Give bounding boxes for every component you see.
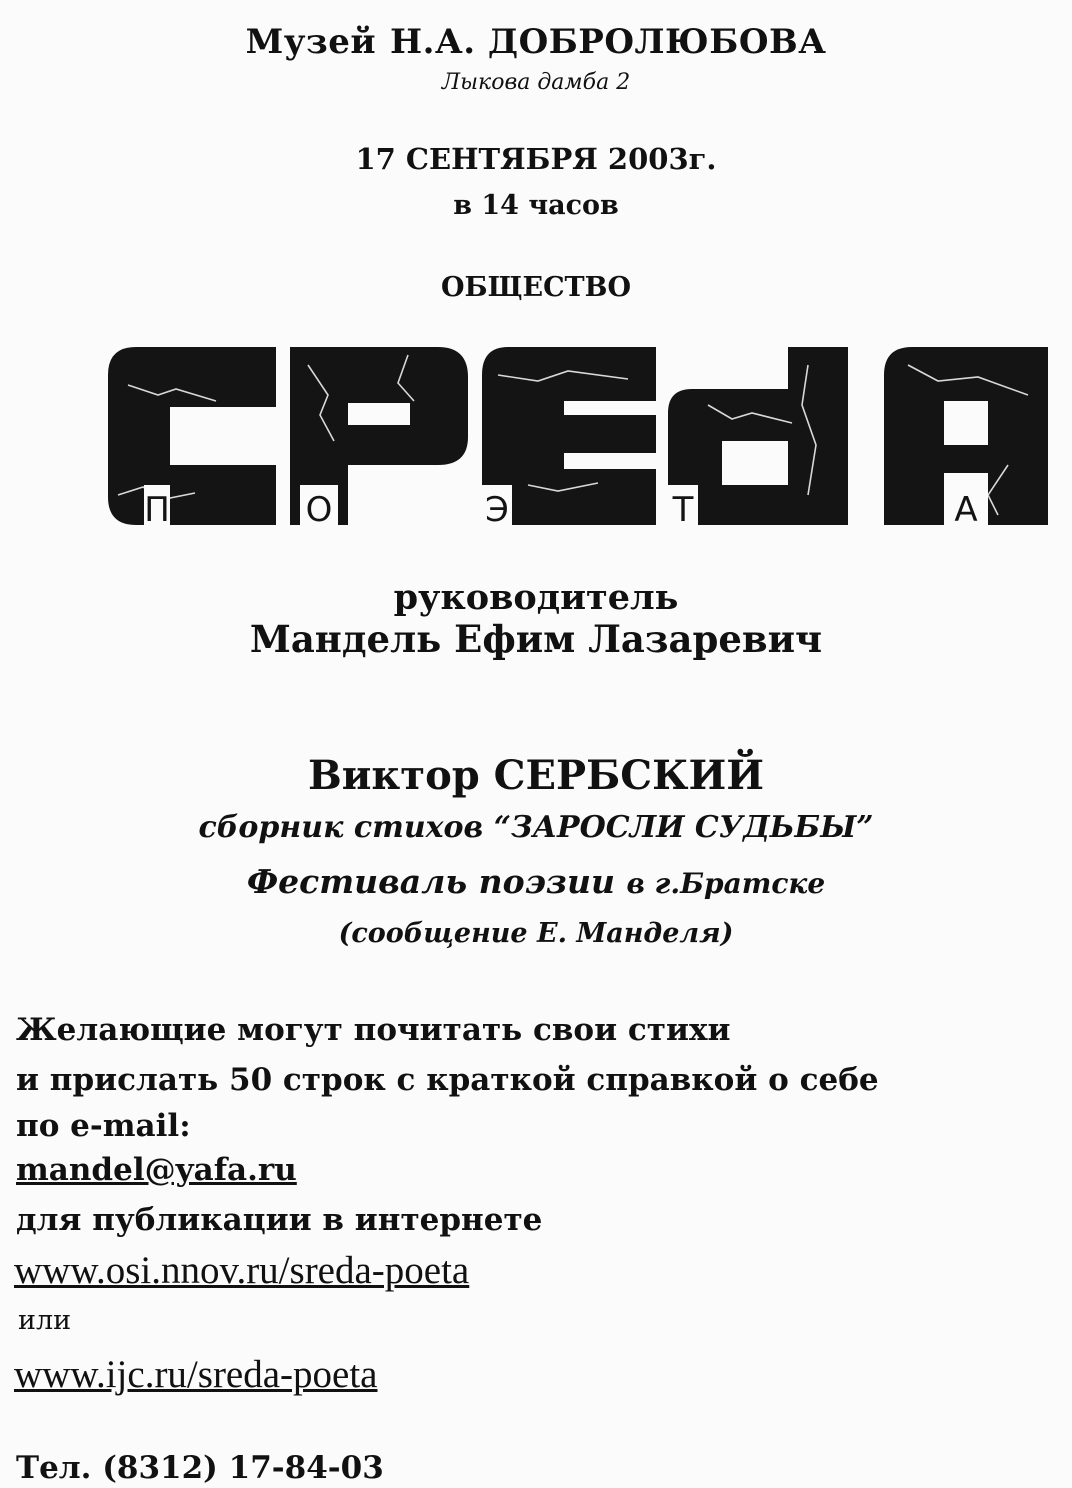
leader-name: Мандель Ефим Лазаревич	[249, 617, 823, 661]
museum-name: Н.А. ДОБРОЛЮБОВА	[390, 22, 827, 62]
society-label: ОБЩЕСТВО	[440, 272, 631, 303]
museum-title	[0, 22, 1072, 62]
phone-number: Тел. (8312) 17-84-03	[16, 1450, 384, 1486]
logo-small-letter: П	[144, 490, 170, 527]
event-date: 17 СЕНТЯБРЯ 2003г.	[355, 142, 717, 176]
logo-small-letter: Э	[485, 490, 509, 527]
festival-place: в г.Братске	[626, 867, 826, 900]
museum-prefix: Музей	[245, 22, 377, 62]
festival-title: Фестиваль поэзии	[246, 862, 615, 901]
festival-line	[0, 862, 1072, 901]
logo-letter-s	[108, 347, 276, 525]
url-ijc-link[interactable]: www.ijc.ru/sreda-poeta	[14, 1353, 378, 1396]
invite-line-3: по e-mail:	[16, 1108, 191, 1144]
email-link[interactable]: mandel@yafa.ru	[16, 1152, 297, 1188]
logo-small-letter: Т	[672, 490, 694, 527]
or-label: или	[18, 1305, 72, 1336]
sreda-poeta-logo	[108, 345, 1048, 527]
author-name: Виктор СЕРБСКИЙ	[307, 752, 765, 799]
invite-line-2: и прислать 50 строк с краткой справкой о себе	[16, 1062, 879, 1098]
book-title: сборник стихов “ЗАРОСЛИ СУДЬБЫ”	[198, 810, 874, 845]
url-osi-link[interactable]: www.osi.nnov.ru/sreda-poeta	[14, 1249, 470, 1292]
museum-address: Лыкова дамба 2	[441, 70, 631, 95]
logo-small-letter: А	[954, 490, 978, 527]
report-note: (сообщение Е. Манделя)	[338, 918, 734, 949]
event-time: в 14 часов	[453, 190, 619, 221]
logo-small-letter: О	[305, 490, 333, 527]
leader-label: руководитель	[393, 577, 679, 618]
invite-line-1: Желающие могут почитать свои стихи	[16, 1012, 731, 1048]
invite-line-5: для публикации в интернете	[16, 1202, 543, 1238]
